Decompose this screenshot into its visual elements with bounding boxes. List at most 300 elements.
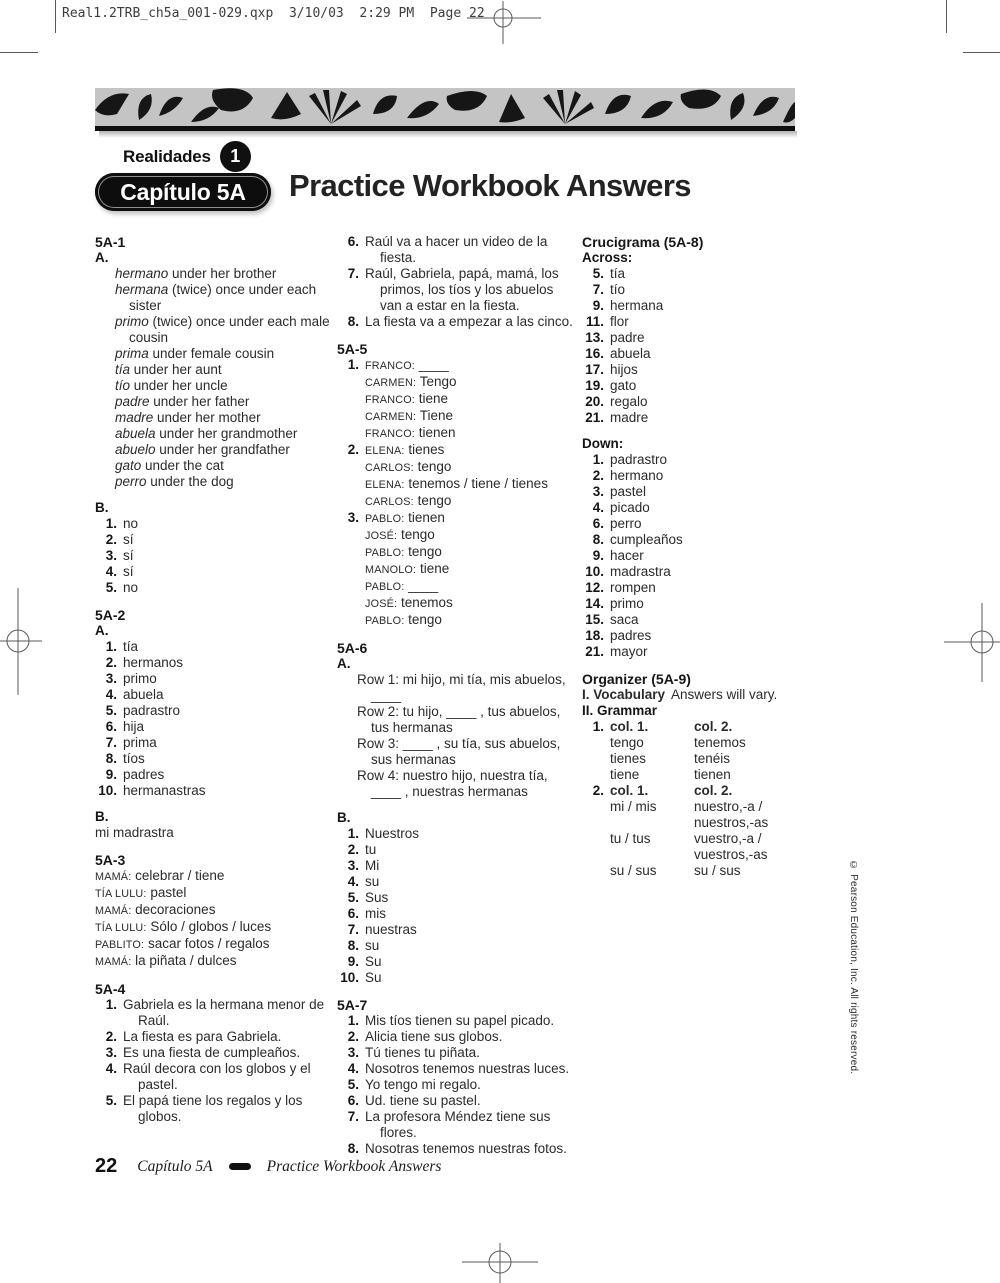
list-item bbox=[115, 378, 330, 394]
grammar-cell: tenemos bbox=[694, 735, 746, 750]
item-number: 21. bbox=[585, 644, 604, 659]
answer-text: under her aunt bbox=[130, 362, 222, 377]
list-item bbox=[95, 997, 330, 1029]
item-number: 17. bbox=[585, 362, 604, 377]
list-item bbox=[337, 938, 575, 954]
list-item bbox=[337, 1109, 575, 1141]
grammar-grid bbox=[610, 783, 812, 879]
page-footer bbox=[95, 1155, 441, 1178]
item-number: 5. bbox=[592, 266, 604, 281]
item-number: 8. bbox=[347, 1141, 359, 1156]
brand-logo bbox=[123, 141, 251, 172]
list-item bbox=[337, 826, 575, 842]
dialogue-line bbox=[365, 408, 575, 425]
list-item bbox=[337, 510, 575, 629]
list-item bbox=[337, 970, 575, 986]
answer-text: celebrar / tiene bbox=[131, 868, 225, 883]
answer-text: La fiesta va a empezar a las cinco. bbox=[365, 314, 573, 329]
answer-text: tío bbox=[610, 282, 626, 297]
column-header: col. 2. bbox=[694, 783, 733, 798]
answer-text: Sólo / globos / luces bbox=[146, 919, 272, 934]
footer-chapter: Capítulo 5A bbox=[137, 1157, 213, 1175]
answer-text: picado bbox=[610, 500, 650, 515]
answer-text: no bbox=[123, 580, 139, 595]
list-item bbox=[337, 890, 575, 906]
list-item bbox=[582, 484, 810, 500]
item-number: 3. bbox=[105, 671, 117, 686]
section-heading: 5A-7 bbox=[337, 997, 368, 1013]
list-item bbox=[582, 282, 810, 298]
answer-text: Gabriela es la hermana menor de Raúl. bbox=[123, 997, 325, 1028]
item-number: 4. bbox=[592, 500, 604, 515]
section-heading: 5A-3 bbox=[95, 852, 126, 868]
item-number: 2. bbox=[105, 1029, 117, 1044]
list-item bbox=[95, 655, 330, 671]
subsection-label: Down: bbox=[582, 436, 624, 451]
answers-column-3 bbox=[582, 234, 810, 1157]
list-item bbox=[115, 314, 330, 346]
list-item bbox=[95, 1093, 330, 1125]
chapter-badge: Capítulo 5A bbox=[95, 173, 271, 211]
answer-text: perro bbox=[610, 516, 642, 531]
answer-text: tenemos / tiene / tienes bbox=[404, 476, 548, 491]
grammar-grid bbox=[610, 719, 812, 783]
answer-text: Yo tengo mi regalo. bbox=[365, 1077, 481, 1092]
vocab-word: abuelo bbox=[115, 442, 156, 457]
dialogue-line bbox=[365, 612, 575, 629]
grammar-cell: vuestro,-a / vuestros,-as bbox=[694, 831, 768, 862]
speaker-name: JOSÉ: bbox=[365, 530, 398, 542]
footer-dash-icon bbox=[229, 1163, 251, 1170]
banner-shadow bbox=[99, 131, 797, 138]
answer-text: tu bbox=[365, 842, 377, 857]
answer-text: El papá tiene los regalos y los globos. bbox=[123, 1093, 303, 1124]
item-number: 3. bbox=[347, 1045, 359, 1060]
list-item bbox=[95, 703, 330, 719]
section-heading: 5A-5 bbox=[337, 341, 368, 357]
section-heading: Crucigrama (5A-8) bbox=[582, 234, 704, 250]
item-number: 2. bbox=[592, 783, 604, 798]
answer-text: saca bbox=[610, 612, 639, 627]
grammar-cell: tienes bbox=[610, 751, 647, 766]
answer-text: gato bbox=[610, 378, 637, 393]
list-item bbox=[582, 564, 810, 580]
answer-text: tienen bbox=[404, 510, 445, 525]
list-item bbox=[115, 458, 330, 474]
item-number: 9. bbox=[592, 298, 604, 313]
speaker-name: JOSÉ: bbox=[365, 598, 398, 610]
list-item bbox=[337, 234, 575, 266]
answer-text: Es una fiesta de cumpleaños. bbox=[123, 1045, 301, 1060]
answer-text: cumpleaños bbox=[610, 532, 683, 547]
answer-text: Mis tíos tienen su papel picado. bbox=[365, 1013, 555, 1028]
item-number: 7. bbox=[592, 282, 604, 297]
grammar-table bbox=[582, 719, 810, 783]
answer-text: Sus bbox=[365, 890, 389, 905]
list-item bbox=[337, 442, 575, 510]
vocab-word: tío bbox=[115, 378, 131, 393]
row-answer-list bbox=[337, 672, 575, 800]
section-heading: 5A-6 bbox=[337, 640, 368, 656]
dialogue-line bbox=[365, 476, 575, 493]
list-item bbox=[582, 410, 810, 426]
item-number: 6. bbox=[347, 234, 359, 249]
speaker-name: TÍA LULU: bbox=[95, 922, 147, 934]
answer-text: primo bbox=[123, 671, 157, 686]
list-item bbox=[337, 1093, 575, 1109]
list-item bbox=[95, 639, 330, 655]
item-number: 7. bbox=[347, 1109, 359, 1124]
list-item: Row 1: mi hijo, mi tía, mis abuelos, ____ bbox=[357, 672, 566, 703]
item-number: 4. bbox=[105, 564, 117, 579]
answer-text: Tiene bbox=[416, 408, 453, 423]
item-number: 9. bbox=[105, 767, 117, 782]
answer-text: abuela bbox=[123, 687, 164, 702]
item-number: 3. bbox=[347, 858, 359, 873]
answer-text: hija bbox=[123, 719, 145, 734]
page-title: Practice Workbook Answers bbox=[289, 168, 691, 203]
item-number: 8. bbox=[105, 751, 117, 766]
page-number: 22 bbox=[95, 1155, 118, 1177]
list-item bbox=[582, 314, 810, 330]
answer-text: Alicia tiene sus globos. bbox=[365, 1029, 503, 1044]
list-item bbox=[582, 346, 810, 362]
item-number: 6. bbox=[347, 906, 359, 921]
decorative-banner bbox=[95, 88, 795, 131]
numbered-answer-list bbox=[582, 452, 810, 660]
subsection-label: A. bbox=[95, 623, 109, 638]
list-item bbox=[337, 874, 575, 890]
answer-text: tiene bbox=[416, 561, 450, 576]
numbered-answer-list bbox=[337, 234, 575, 330]
subsection-label: A. bbox=[95, 250, 109, 265]
item-number: 2. bbox=[105, 655, 117, 670]
numbered-answer-list bbox=[582, 266, 810, 426]
dialogue-line bbox=[365, 442, 575, 459]
item-number: 1. bbox=[105, 516, 117, 531]
item-number: 1. bbox=[347, 357, 359, 372]
list-item bbox=[337, 1045, 575, 1061]
list-item bbox=[582, 500, 810, 516]
list-item bbox=[95, 1061, 330, 1093]
item-number: 11. bbox=[585, 314, 604, 329]
numbered-answer-list bbox=[95, 997, 330, 1125]
dialogue-line bbox=[365, 527, 575, 544]
item-number: 21. bbox=[585, 410, 604, 425]
answer-text: decoraciones bbox=[131, 902, 216, 917]
speaker-name: PABLITO: bbox=[95, 939, 145, 951]
speaker-name: CARMEN: bbox=[365, 411, 417, 423]
list-item bbox=[115, 266, 330, 282]
item-number: 4. bbox=[105, 1061, 117, 1076]
item-number: 1. bbox=[105, 997, 117, 1012]
speaker-name: ELENA: bbox=[365, 479, 405, 491]
list-item bbox=[95, 580, 330, 596]
subsection-label: Across: bbox=[582, 250, 633, 265]
speaker-name: FRANCO: bbox=[365, 360, 415, 372]
item-number: 13. bbox=[585, 330, 604, 345]
item-number: 7. bbox=[105, 735, 117, 750]
list-item bbox=[582, 362, 810, 378]
answer-text: padre bbox=[610, 330, 645, 345]
item-number: 4. bbox=[347, 874, 359, 889]
dialogue-line bbox=[95, 953, 330, 970]
list-item bbox=[95, 1045, 330, 1061]
list-item bbox=[337, 842, 575, 858]
list-item: Row 3: ____ , su tía, sus abuelos, sus hermanas bbox=[357, 736, 561, 767]
item-number: 1. bbox=[592, 719, 604, 734]
answer-text: mis bbox=[365, 906, 386, 921]
item-number: 8. bbox=[592, 532, 604, 547]
dialogue-line bbox=[365, 493, 575, 510]
list-item bbox=[582, 532, 810, 548]
answer-text: tíos bbox=[123, 751, 145, 766]
item-number: 3. bbox=[105, 1045, 117, 1060]
item-number: 4. bbox=[105, 687, 117, 702]
numbered-answer-list bbox=[95, 516, 330, 596]
answer-text: hermana bbox=[610, 298, 664, 313]
answer-text: under her father bbox=[149, 394, 250, 409]
answer-text: Ud. tiene su pastel. bbox=[365, 1093, 481, 1108]
dialogue-line bbox=[95, 885, 330, 902]
answer-text: Tengo bbox=[416, 374, 457, 389]
answer-text: Answers will vary. bbox=[671, 687, 778, 702]
answer-text: tía bbox=[123, 639, 139, 654]
item-number: 18. bbox=[585, 628, 604, 643]
speaker-name: MAMÁ: bbox=[95, 956, 132, 968]
dialogue-line bbox=[95, 919, 330, 936]
list-item bbox=[582, 378, 810, 394]
item-number: 16. bbox=[585, 346, 604, 361]
grammar-cell: nuestro,-a / nuestros,-as bbox=[694, 799, 769, 830]
item-number: 5. bbox=[347, 1077, 359, 1092]
answer-text: sacar fotos / regalos bbox=[144, 936, 270, 951]
vocab-word: perro bbox=[115, 474, 147, 489]
answer-text: mayor bbox=[610, 644, 648, 659]
list-item bbox=[115, 394, 330, 410]
answer-text: hermanastras bbox=[123, 783, 206, 798]
answer-text: padres bbox=[610, 628, 652, 643]
list-item bbox=[95, 735, 330, 751]
dialogue-line bbox=[365, 425, 575, 442]
item-number: 3. bbox=[592, 484, 604, 499]
item-number: 9. bbox=[347, 954, 359, 969]
item-number: 19. bbox=[585, 378, 604, 393]
vocab-word: hermana bbox=[115, 282, 169, 297]
list-item bbox=[115, 362, 330, 378]
item-number: 9. bbox=[592, 548, 604, 563]
speaker-name: PABLO: bbox=[365, 513, 405, 525]
item-number: 14. bbox=[585, 596, 604, 611]
vocab-answer-list bbox=[95, 266, 330, 490]
answer-text: under the dog bbox=[146, 474, 234, 489]
answer-text: tengo bbox=[404, 544, 442, 559]
list-item bbox=[115, 474, 330, 490]
item-number: 3. bbox=[347, 510, 359, 525]
answer-text: mi madrastra bbox=[95, 825, 174, 840]
answer-text: pastel bbox=[146, 885, 187, 900]
answer-text: tengo bbox=[413, 459, 452, 474]
vocab-word: gato bbox=[115, 458, 142, 473]
item-number: 5. bbox=[105, 580, 117, 595]
speaker-name: ELENA: bbox=[365, 445, 405, 457]
column-header: col. 2. bbox=[694, 719, 733, 734]
list-item bbox=[582, 298, 810, 314]
answer-text: La fiesta es para Gabriela. bbox=[123, 1029, 282, 1044]
grammar-cell: su / sus bbox=[610, 863, 657, 878]
answer-text: under her brother bbox=[168, 266, 277, 281]
answer-text: padrastro bbox=[610, 452, 668, 467]
list-item bbox=[95, 687, 330, 703]
list-item bbox=[582, 266, 810, 282]
dialogue-line bbox=[365, 459, 575, 476]
answer-label: I. Vocabulary bbox=[582, 687, 666, 702]
answer-text: padres bbox=[123, 767, 165, 782]
subsection-label: B. bbox=[95, 809, 109, 824]
answer-text: Nosotras tenemos nuestras fotos. bbox=[365, 1141, 567, 1156]
vocab-word: primo bbox=[115, 314, 149, 329]
answer-text: su bbox=[365, 874, 380, 889]
numbered-answer-list bbox=[337, 1013, 575, 1157]
item-number: 5. bbox=[105, 703, 117, 718]
answer-text: tienes bbox=[404, 442, 445, 457]
dialogue-list bbox=[95, 868, 330, 970]
speaker-name: TÍA LULU: bbox=[95, 888, 147, 900]
vocab-word: hermano bbox=[115, 266, 169, 281]
answer-text: Mi bbox=[365, 858, 380, 873]
list-item bbox=[95, 516, 330, 532]
answer-text: under her mother bbox=[153, 410, 261, 425]
item-number: 2. bbox=[592, 468, 604, 483]
item-number: 4. bbox=[347, 1061, 359, 1076]
answer-text: primo bbox=[610, 596, 644, 611]
item-number: 2. bbox=[347, 442, 359, 457]
answer-text: sí bbox=[123, 532, 134, 547]
dialogue-line bbox=[365, 357, 575, 374]
item-number: 1. bbox=[347, 826, 359, 841]
answer-text: ____ bbox=[404, 578, 439, 593]
answer-text: ____ bbox=[415, 357, 449, 372]
grammar-cell: tengo bbox=[610, 735, 644, 750]
answer-text: tiene bbox=[415, 391, 449, 406]
list-item bbox=[337, 314, 575, 330]
grammar-table bbox=[582, 783, 810, 879]
item-number: 1. bbox=[592, 452, 604, 467]
answer-text: flor bbox=[610, 314, 629, 329]
list-item bbox=[95, 1029, 330, 1045]
answer-text: su bbox=[365, 938, 380, 953]
answer-text: tía bbox=[610, 266, 626, 281]
speaker-name: PABLO: bbox=[365, 547, 405, 559]
answer-text: regalo bbox=[610, 394, 648, 409]
dialogue-lines bbox=[365, 510, 575, 629]
list-item bbox=[582, 628, 810, 644]
subsection-label: A. bbox=[337, 656, 351, 671]
printer-header: Real1.2TRB_ch5a_001-029.qxp 3/10/03 2:29 PM Page 22 bbox=[62, 6, 485, 21]
answer-text: under her grandfather bbox=[155, 442, 290, 457]
answer-text: hermanos bbox=[123, 655, 184, 670]
answer-text: (twice) once under each male cousin bbox=[129, 314, 330, 345]
dialogue-lines bbox=[365, 442, 575, 510]
section-heading: 5A-4 bbox=[95, 981, 126, 997]
answer-text: tengo bbox=[397, 527, 435, 542]
answers-column-2 bbox=[337, 234, 575, 1157]
speaker-name: MANOLO: bbox=[365, 564, 417, 576]
grammar-cell: tienen bbox=[694, 767, 731, 782]
answer-text: sí bbox=[123, 564, 134, 579]
item-number: 6. bbox=[592, 516, 604, 531]
item-number: 2. bbox=[105, 532, 117, 547]
answer-text: under her uncle bbox=[130, 378, 228, 393]
list-item bbox=[95, 548, 330, 564]
answers-columns bbox=[95, 234, 810, 1157]
answer-text: tengo bbox=[413, 493, 452, 508]
dialogue-line bbox=[365, 595, 575, 612]
item-number: 15. bbox=[585, 612, 604, 627]
answer-text: Nosotros tenemos nuestras luces. bbox=[365, 1061, 570, 1076]
list-item bbox=[582, 330, 810, 346]
brand-name: Realidades bbox=[123, 146, 211, 166]
answer-text: hijos bbox=[610, 362, 638, 377]
banner-pattern bbox=[95, 88, 795, 126]
column-header: col. 1. bbox=[610, 719, 649, 734]
list-item bbox=[337, 858, 575, 874]
list-item bbox=[115, 442, 330, 458]
item-number: 10. bbox=[340, 970, 359, 985]
grammar-cell: mi / mis bbox=[610, 799, 657, 814]
answer-text: tienen bbox=[415, 425, 456, 440]
vocab-word: abuela bbox=[115, 426, 156, 441]
list-item bbox=[115, 410, 330, 426]
list-item bbox=[95, 767, 330, 783]
answer-text: under the cat bbox=[141, 458, 224, 473]
dialogue-line bbox=[95, 936, 330, 953]
vocab-word: madre bbox=[115, 410, 154, 425]
footer-title: Practice Workbook Answers bbox=[266, 1157, 442, 1175]
section-heading: 5A-1 bbox=[95, 234, 126, 250]
answer-text: sí bbox=[123, 548, 134, 563]
item-number: 7. bbox=[347, 266, 359, 281]
list-item bbox=[582, 548, 810, 564]
answer-text: tenemos bbox=[397, 595, 453, 610]
item-number: 1. bbox=[347, 1013, 359, 1028]
answer-text: prima bbox=[123, 735, 157, 750]
answer-text: no bbox=[123, 516, 139, 531]
subsection-label: B. bbox=[95, 500, 109, 515]
list-item bbox=[337, 1061, 575, 1077]
dialogue-line bbox=[365, 578, 575, 595]
answer-text: madrastra bbox=[610, 564, 671, 579]
speaker-name: CARMEN: bbox=[365, 377, 417, 389]
answer-text: la piñata / dulces bbox=[131, 953, 237, 968]
vocab-word: prima bbox=[115, 346, 149, 361]
answer-text: Raúl, Gabriela, papá, mamá, los primos, los tíos y los abuelos van a estar en la fiesta. bbox=[365, 266, 559, 313]
speaker-name: FRANCO: bbox=[365, 428, 415, 440]
dialogue-line bbox=[95, 868, 330, 885]
dialogue-line bbox=[365, 374, 575, 391]
level-badge bbox=[220, 141, 251, 172]
list-item bbox=[95, 719, 330, 735]
dialogue-lines bbox=[365, 357, 575, 442]
list-item: Row 4: nuestro hijo, nuestra tía, ____ , nuestras hermanas bbox=[357, 768, 548, 799]
item-number: 5. bbox=[347, 890, 359, 905]
answer-text: Raúl va a hacer un video de la fiesta. bbox=[365, 234, 548, 265]
answer-text: Tú tienes tu piñata. bbox=[365, 1045, 480, 1060]
answer-text: hacer bbox=[610, 548, 644, 563]
speaker-name: CARLOS: bbox=[365, 462, 414, 474]
numbered-answer-list bbox=[337, 826, 575, 986]
list-item bbox=[115, 346, 330, 362]
